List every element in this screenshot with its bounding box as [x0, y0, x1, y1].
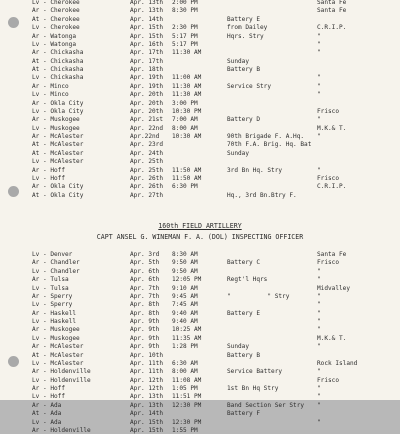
itinerary-row	[0, 335, 400, 342]
railroad-cell: "	[317, 32, 321, 40]
time-cell: 7:00 AM	[172, 116, 198, 124]
location-cell: Ar - Sperry	[32, 292, 73, 300]
itinerary-row	[0, 301, 400, 308]
itinerary-row	[0, 116, 400, 123]
time-cell: 5:17 PM	[172, 32, 198, 40]
date-cell: Apr. 14th	[130, 410, 164, 418]
itinerary-row	[0, 276, 400, 283]
time-cell: 9:10 AM	[172, 284, 198, 292]
location-cell: Lv - Chickasha	[32, 74, 84, 82]
date-cell: Apr. 6th	[130, 276, 160, 284]
unit-cell: Battery B	[227, 351, 261, 359]
date-cell: Apr. 15th	[130, 426, 164, 434]
time-cell: 12:30 PM	[172, 401, 202, 409]
location-cell: Ar - Ada	[32, 401, 62, 409]
time-cell: 12:05 PM	[172, 276, 202, 284]
date-cell: Apr. 20th	[130, 91, 164, 99]
date-cell: Apr. 11th	[130, 359, 164, 367]
date-cell: Apr. 12th	[130, 385, 164, 393]
location-cell: Ar - Holdenville	[32, 426, 91, 434]
location-cell: Lv - Ada	[32, 418, 62, 426]
itinerary-row	[0, 360, 400, 367]
location-cell: Lv - Hoff	[32, 174, 66, 182]
location-cell: Ar - Haskell	[32, 309, 77, 317]
time-cell: 9:45 AM	[172, 292, 198, 300]
date-cell: Apr.22nd	[130, 133, 160, 141]
date-cell: Apr. 9th	[130, 334, 160, 342]
itinerary-row	[0, 150, 400, 157]
date-cell: Apr. 25th	[130, 166, 164, 174]
location-cell: Ar - Okla City	[32, 183, 84, 191]
itinerary-row	[0, 427, 400, 434]
location-cell: Ar - Okla City	[32, 99, 84, 107]
railroad-cell: Frisco	[317, 107, 340, 115]
itinerary-row	[0, 352, 400, 359]
time-cell: 9:40 AM	[172, 309, 198, 317]
date-cell: Apr. 12th	[130, 376, 164, 384]
location-cell: Lv - Muskogee	[32, 334, 80, 342]
itinerary-row	[0, 259, 400, 266]
railroad-cell: "	[317, 91, 321, 99]
location-cell: Lv - Denver	[32, 251, 73, 258]
time-cell: 7:45 AM	[172, 301, 198, 309]
itinerary-row	[0, 125, 400, 132]
time-cell: 10:30 AM	[172, 133, 202, 141]
railroad-cell: Rock Island	[317, 359, 358, 367]
location-cell: Ar - Muskogee	[32, 116, 80, 124]
unit-cell: Battery E	[227, 309, 261, 317]
itinerary-row	[0, 158, 400, 165]
location-cell: At - Chickasha	[32, 66, 84, 74]
location-cell: Lv - Minco	[32, 91, 69, 99]
railroad-cell: Frisco	[317, 259, 340, 267]
location-cell: Lv - Chandler	[32, 267, 80, 275]
location-cell: At - Cherokee	[32, 15, 80, 23]
itinerary-row	[0, 318, 400, 325]
itinerary-row	[0, 41, 400, 48]
unit-cell: 1st Bn Hq Stry	[227, 385, 279, 393]
railroad-cell: C.R.I.P.	[317, 24, 347, 32]
unit-cell: Regt'l Hqrs	[227, 276, 268, 284]
itinerary-row	[0, 83, 400, 90]
railroad-cell: "	[317, 385, 321, 393]
date-cell: Apr. 26th	[130, 183, 164, 191]
location-cell: Ar - Minco	[32, 82, 69, 90]
itinerary-row	[0, 175, 400, 182]
date-cell: Apr. 5th	[130, 259, 160, 267]
unit-cell: 3rd Bn Hq. Stry	[227, 166, 283, 174]
date-cell: Apr. 11th	[130, 368, 164, 376]
unit-cell: Service Stry	[227, 82, 272, 90]
time-cell: 1:28 PM	[172, 343, 198, 351]
time-cell: 8:00 AM	[172, 368, 198, 376]
time-cell: 6:30 PM	[172, 183, 198, 191]
itinerary-row	[0, 402, 400, 409]
railroad-cell: M.K.& T.	[317, 334, 347, 342]
railroad-cell: "	[317, 418, 321, 426]
itinerary-row	[0, 141, 400, 148]
railroad-cell: Santa Fe	[317, 0, 347, 6]
location-cell: Lv - Muskogee	[32, 124, 80, 132]
location-cell: Lv - Holdenville	[32, 376, 91, 384]
date-cell: Apr. 19th	[130, 82, 164, 90]
itinerary-row	[0, 16, 400, 23]
date-cell: Apr. 9th	[130, 326, 160, 334]
time-cell: 1:55 PM	[172, 426, 198, 434]
itinerary-row	[0, 7, 400, 14]
itinerary-row	[0, 74, 400, 81]
location-cell: Lv - Tulsa	[32, 284, 69, 292]
location-cell: Lv - McAlester	[32, 359, 84, 367]
railroad-cell: "	[317, 267, 321, 275]
railroad-cell: Frisco	[317, 376, 340, 384]
location-cell: At - Chickasha	[32, 57, 84, 65]
itinerary-row	[0, 167, 400, 174]
railroad-cell: M.K.& T.	[317, 124, 347, 132]
location-cell: Lv - Hoff	[32, 393, 66, 401]
railroad-cell: Santa Fe	[317, 7, 347, 15]
date-cell: Apr. 27th	[130, 191, 164, 199]
unit-cell: 90th Brigade F. A.Hq.	[227, 133, 305, 141]
location-cell: Ar - McAlester	[32, 343, 84, 351]
date-cell: Apr. 22nd	[130, 124, 164, 132]
time-cell: 11:50 AM	[172, 174, 202, 182]
itinerary-row	[0, 33, 400, 40]
railroad-cell: "	[317, 116, 321, 124]
location-cell: Ar - Chandler	[32, 259, 80, 267]
unit-cell: Battery B	[227, 66, 261, 74]
railroad-cell: "	[317, 133, 321, 141]
railroad-cell: "	[317, 82, 321, 90]
location-cell: Lv - McAlester	[32, 158, 84, 166]
railroad-cell: "	[317, 301, 321, 309]
location-cell: Ar - Holdenville	[32, 368, 91, 376]
date-cell: Apr. 9th	[130, 318, 160, 326]
location-cell: Lv - Cherokee	[32, 24, 80, 32]
time-cell: 11:30 AM	[172, 91, 202, 99]
unit-cell: Band Section Ser Stry	[227, 401, 305, 409]
location-cell: At - McAlester	[32, 149, 84, 157]
time-cell: 2:00 PM	[172, 0, 198, 6]
railroad-cell: "	[317, 368, 321, 376]
itinerary-row	[0, 183, 400, 190]
date-cell: Apr. 17th	[130, 49, 164, 57]
time-cell: 9:50 AM	[172, 267, 198, 275]
location-cell: Lv - Okla City	[32, 107, 84, 115]
time-cell: 11:30 AM	[172, 49, 202, 57]
itinerary-row	[0, 192, 400, 199]
itinerary-row	[0, 66, 400, 73]
date-cell: Apr. 17th	[130, 57, 164, 65]
date-cell: Apr. 3rd	[130, 251, 160, 258]
itinerary-row	[0, 133, 400, 140]
itinerary-row	[0, 91, 400, 98]
railroad-cell: "	[317, 49, 321, 57]
railroad-cell: "	[317, 40, 321, 48]
unit-cell: Service Battery	[227, 368, 283, 376]
location-cell: Lv - Watonga	[32, 40, 77, 48]
date-cell: Apr. 7th	[130, 284, 160, 292]
date-cell: Apr. 25th	[130, 158, 164, 166]
itinerary-row	[0, 377, 400, 384]
time-cell: 6:30 AM	[172, 359, 198, 367]
date-cell: Apr. 13th	[130, 0, 164, 6]
itinerary-row	[0, 326, 400, 333]
railroad-cell: "	[317, 292, 321, 300]
railroad-cell: "	[317, 401, 321, 409]
date-cell: Apr. 13th	[130, 401, 164, 409]
time-cell: 8:30 AM	[172, 251, 198, 258]
date-cell: Apr. 15th	[130, 32, 164, 40]
date-cell: Apr. 19th	[130, 74, 164, 82]
date-cell: Apr. 21st	[130, 116, 164, 124]
location-cell: Lv - Sperry	[32, 301, 73, 309]
railroad-cell: Santa Fe	[317, 251, 347, 258]
time-cell: 11:35 AM	[172, 334, 202, 342]
unit-cell: Sunday	[227, 57, 250, 65]
location-cell: At - Okla City	[32, 191, 84, 199]
itinerary-row	[0, 385, 400, 392]
unit-cell: Sunday	[227, 149, 250, 157]
unit-cell: Battery E	[227, 15, 261, 23]
date-cell: Apr. 24th	[130, 149, 164, 157]
time-cell: 9:50 AM	[172, 259, 198, 267]
date-cell: Apr. 14th	[130, 15, 164, 23]
railroad-cell: "	[317, 276, 321, 284]
time-cell: 9:40 AM	[172, 318, 198, 326]
time-cell: 10:25 AM	[172, 326, 202, 334]
date-cell: Apr. 26th	[130, 174, 164, 182]
time-cell: 11:30 AM	[172, 82, 202, 90]
location-cell: Ar - Hoff	[32, 385, 66, 393]
date-cell: Apr. 8th	[130, 301, 160, 309]
itinerary-row	[0, 393, 400, 400]
location-cell: Ar - Muskogee	[32, 326, 80, 334]
itinerary-row	[0, 49, 400, 56]
location-cell: Ar - McAlester	[32, 133, 84, 141]
date-cell: Apr. 8th	[130, 309, 160, 317]
railroad-cell: "	[317, 74, 321, 82]
date-cell: Apr. 18th	[130, 66, 164, 74]
location-cell: Ar - Cherokee	[32, 7, 80, 15]
date-cell: Apr. 7th	[130, 292, 160, 300]
railroad-cell: Frisco	[317, 174, 340, 182]
unit-cell: Battery C	[227, 259, 261, 267]
railroad-cell: "	[317, 309, 321, 317]
time-cell: 11:50 AM	[172, 166, 202, 174]
itinerary-row	[0, 100, 400, 107]
itinerary-row	[0, 0, 400, 6]
time-cell: 3:00 PM	[172, 99, 198, 107]
date-cell: Apr. 15th	[130, 24, 164, 32]
railroad-cell: "	[317, 343, 321, 351]
itinerary-row	[0, 343, 400, 350]
time-cell: 2:30 PM	[172, 24, 198, 32]
railroad-cell: "	[317, 166, 321, 174]
railroad-cell: C.R.I.P.	[317, 183, 347, 191]
date-cell: Apr. 23rd	[130, 141, 164, 149]
railroad-cell: Midvalley	[317, 284, 351, 292]
date-cell: Apr. 6th	[130, 267, 160, 275]
section-subtitle: CAPT ANSEL G. WINEMAN F. A. (DOL) INSPECTING OFFICER	[96, 233, 304, 241]
section-title: 160th FIELD ARTILLERY	[158, 222, 242, 230]
date-cell: Apr. 20th	[130, 99, 164, 107]
location-cell: Ar - Hoff	[32, 166, 66, 174]
location-cell: Ar - Tulsa	[32, 276, 69, 284]
itinerary-row	[0, 268, 400, 275]
time-cell: 10:30 PM	[172, 107, 202, 115]
location-cell: At - Ada	[32, 410, 62, 418]
itinerary-row	[0, 251, 400, 258]
location-cell: Lv - Haskell	[32, 318, 77, 326]
time-cell: 11:08 AM	[172, 376, 202, 384]
railroad-cell: "	[317, 318, 321, 326]
unit-cell: from Dailey	[227, 24, 268, 32]
date-cell: Apr. 10th	[130, 351, 164, 359]
unit-cell: Sunday	[227, 343, 250, 351]
time-cell: 11:00 AM	[172, 74, 202, 82]
itinerary-row	[0, 24, 400, 31]
unit-cell: 70th F.A. Brig. Hq. Bat	[227, 141, 312, 149]
date-cell: Apr. 16th	[130, 40, 164, 48]
time-cell: 8:30 PM	[172, 7, 198, 15]
time-cell: 5:17 PM	[172, 40, 198, 48]
location-cell: At - McAlester	[32, 351, 84, 359]
itinerary-row	[0, 410, 400, 417]
location-cell: Lv - Cherokee	[32, 0, 80, 6]
itinerary-row	[0, 310, 400, 317]
railroad-cell: "	[317, 393, 321, 401]
unit-cell: Battery D	[227, 116, 261, 124]
itinerary-row	[0, 108, 400, 115]
time-cell: 1:05 PM	[172, 385, 198, 393]
date-cell: Apr. 13th	[130, 7, 164, 15]
date-cell: Apr. 13th	[130, 393, 164, 401]
itinerary-row	[0, 368, 400, 375]
itinerary-row	[0, 58, 400, 65]
location-cell: At - McAlester	[32, 141, 84, 149]
location-cell: Ar - Watonga	[32, 32, 77, 40]
time-cell: 8:00 AM	[172, 124, 198, 132]
unit-cell: Battery F	[227, 410, 261, 418]
unit-cell: Hqrs. Stry	[227, 32, 264, 40]
unit-cell: " " Stry	[227, 292, 290, 300]
time-cell: 11:51 PM	[172, 393, 202, 401]
itinerary-row	[0, 293, 400, 300]
unit-cell: Hq., 3rd Bn.Btry F.	[227, 191, 297, 199]
date-cell: Apr. 9th	[130, 343, 160, 351]
itinerary-row	[0, 285, 400, 292]
time-cell: 12:30 PM	[172, 418, 202, 426]
itinerary-row	[0, 419, 400, 426]
date-cell: Apr. 20th	[130, 107, 164, 115]
location-cell: Ar - Chickasha	[32, 49, 84, 57]
date-cell: Apr. 15th	[130, 418, 164, 426]
railroad-cell: "	[317, 326, 321, 334]
